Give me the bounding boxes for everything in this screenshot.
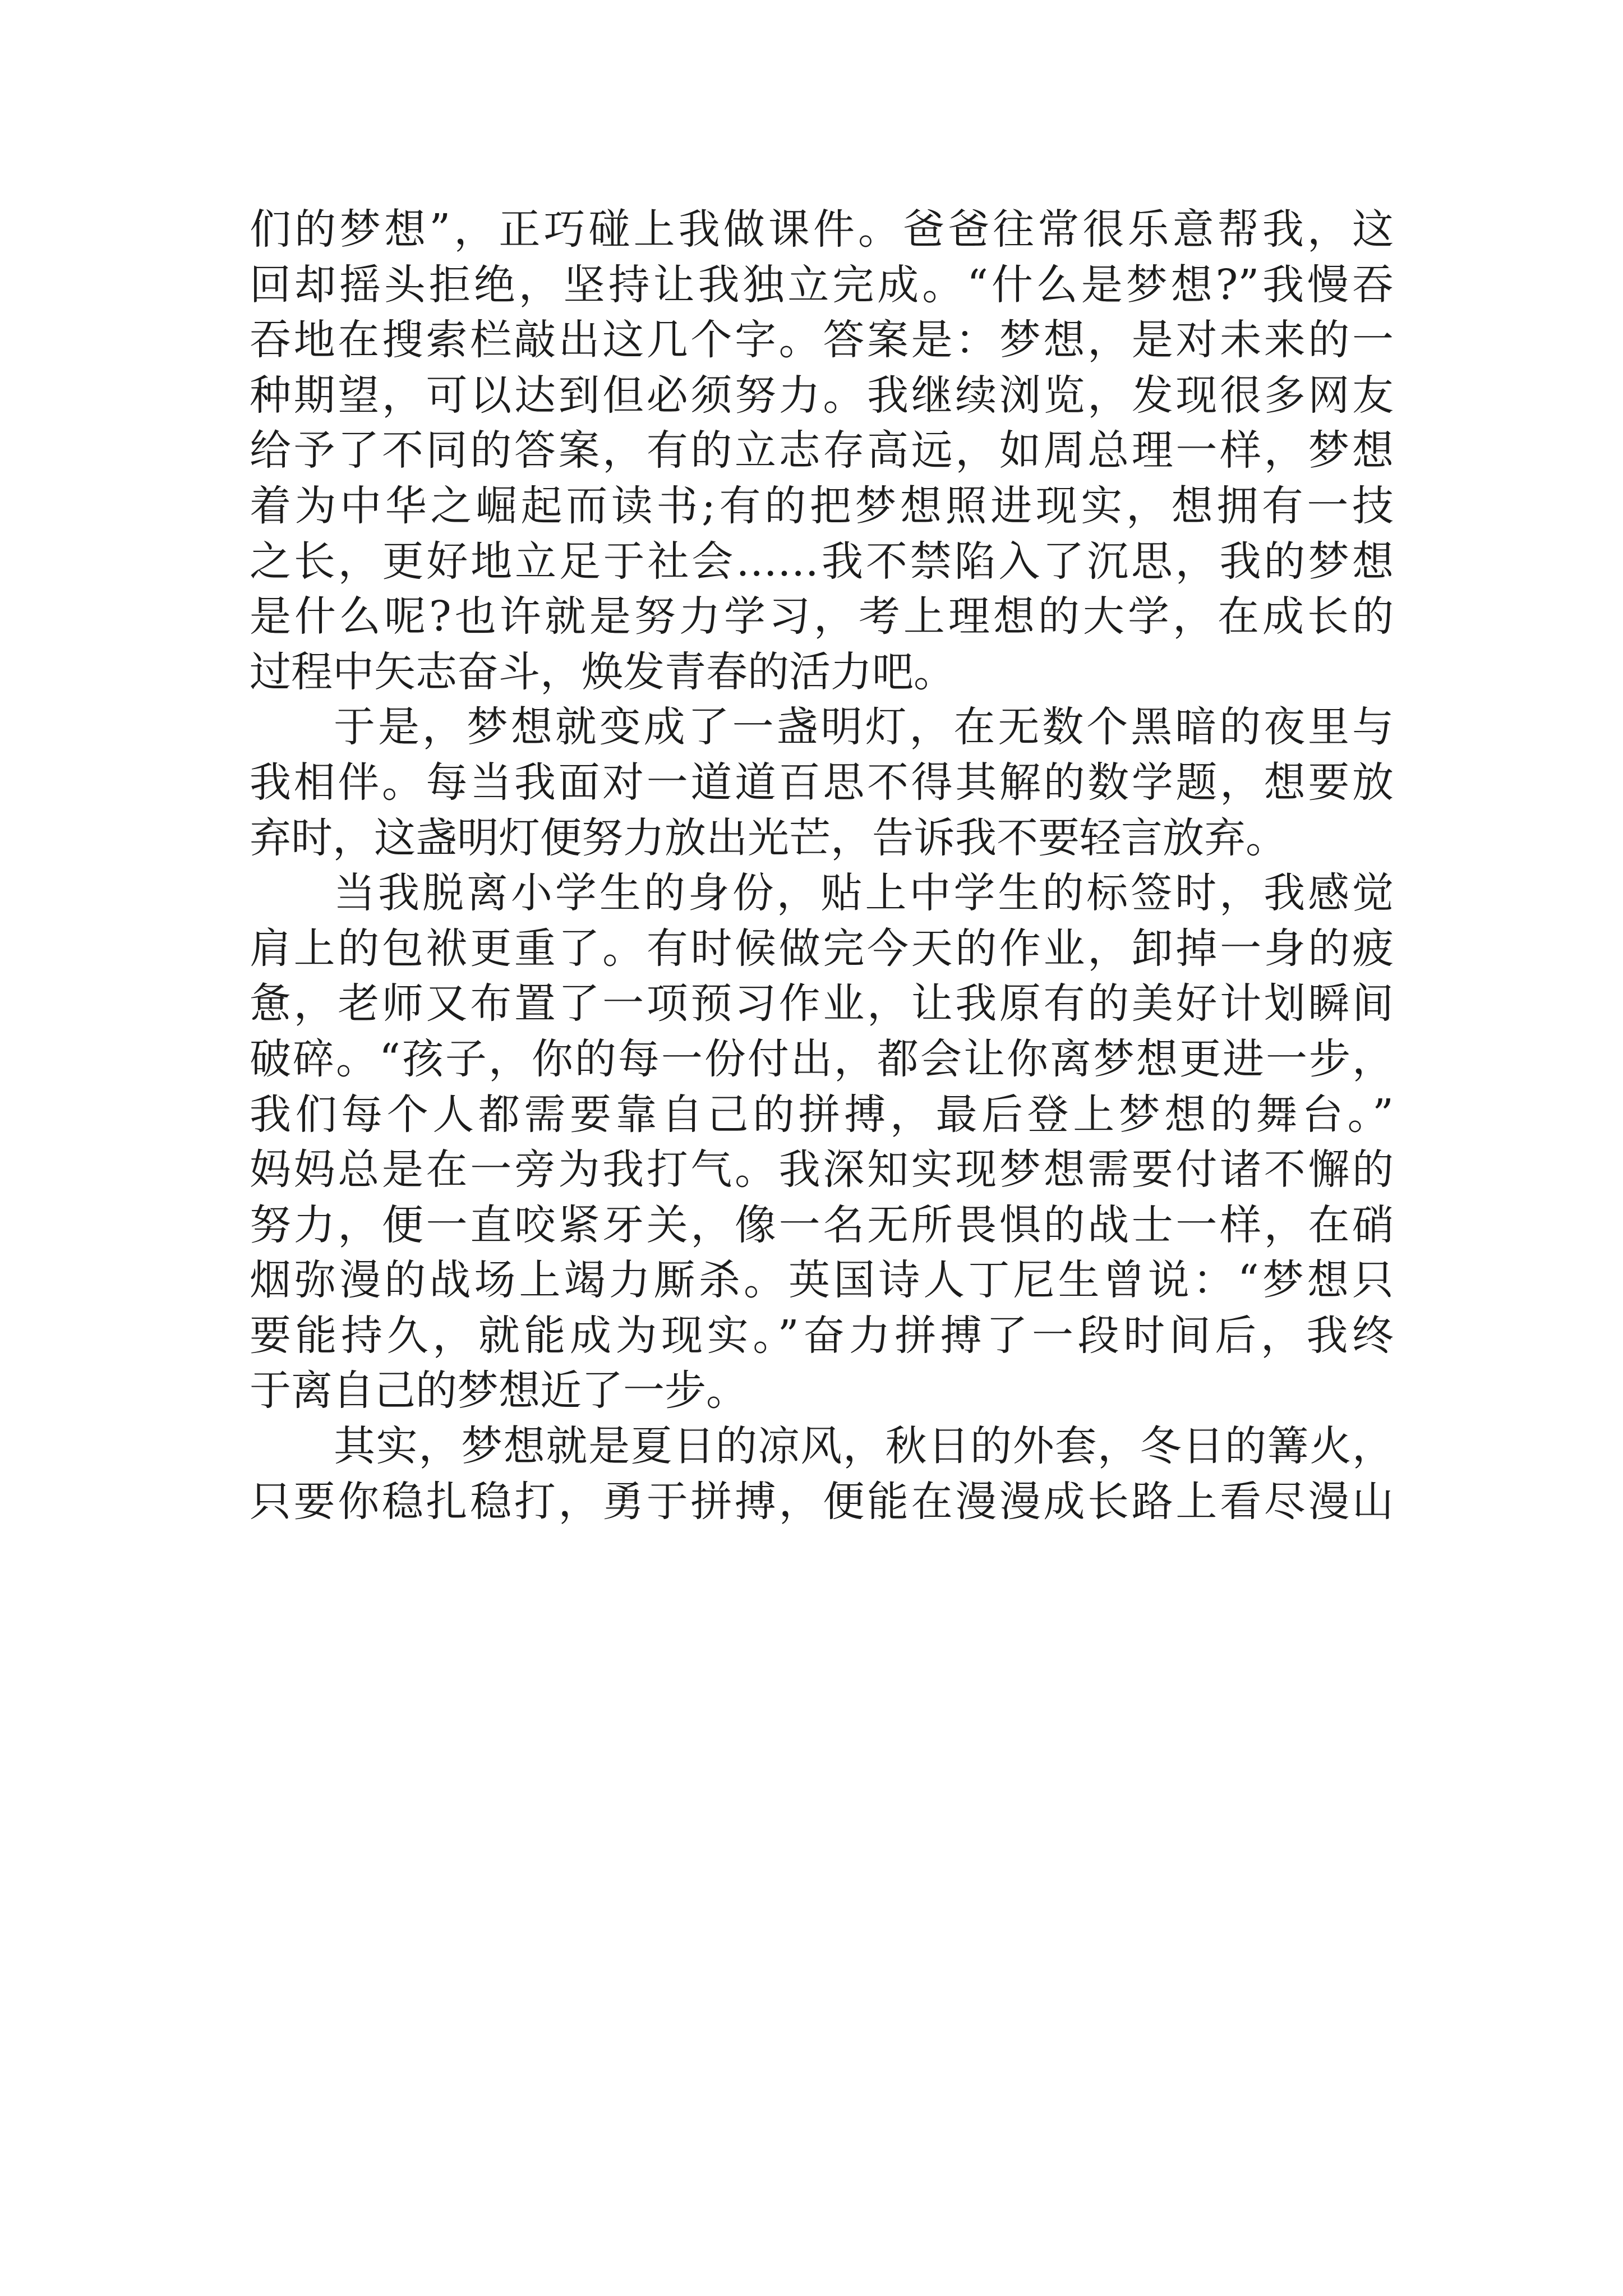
text-line: 过程中矢志奋斗，焕发青春的活力吧。 [250,647,955,696]
text-line: 肩上的包袱更重了。有时候做完今天的作业，卸掉一身的疲 [250,924,1394,973]
text-line: 之长，更好地立足于社会……我不禁陷入了沉思，我的梦想 [250,537,1394,586]
text-line: 当我脱离小学生的身份，贴上中学生的标签时，我感觉 [334,869,1394,918]
text-line: 烟弥漫的战场上竭力厮杀。英国诗人丁尼生曾说：“梦想只 [250,1256,1394,1305]
text-line: 努力，便一直咬紧牙关，像一名无所畏惧的战士一样，在硝 [250,1200,1394,1249]
document-body-text [250,202,1394,1529]
text-line: 破碎。“孩子，你的每一份付出，都会让你离梦想更进一步， [250,1034,1394,1083]
text-line: 弃时，这盏明灯便努力放出光芒，告诉我不要轻言放弃。 [250,813,1287,862]
text-line: 于离自己的梦想近了一步。 [250,1366,748,1415]
text-line: 惫，老师又布置了一项预习作业，让我原有的美好计划瞬间 [250,979,1394,1028]
text-line: 种期望，可以达到但必须努力。我继续浏览，发现很多网友 [250,371,1394,420]
text-line: 着为中华之崛起而读书;有的把梦想照进现实，想拥有一技 [250,481,1394,530]
text-line: 我们每个人都需要靠自己的拼搏，最后登上梦想的舞台。” [250,1090,1394,1139]
text-line: 回却摇头拒绝，坚持让我独立完成。“什么是梦想?”我慢吞 [250,260,1394,309]
text-line: 们的梦想”，正巧碰上我做课件。爸爸往常很乐意帮我，这 [250,205,1394,254]
text-line: 其实，梦想就是夏日的凉风，秋日的外套，冬日的篝火， [334,1422,1394,1471]
text-line: 给予了不同的答案，有的立志存高远，如周总理一样，梦想 [250,426,1394,475]
text-line: 是什么呢?也许就是努力学习，考上理想的大学，在成长的 [250,592,1394,641]
text-line: 只要你稳扎稳打，勇于拼搏，便能在漫漫成长路上看尽漫山 [250,1477,1394,1526]
text-line: 我相伴。每当我面对一道道百思不得其解的数学题，想要放 [250,758,1394,807]
text-line: 于是，梦想就变成了一盏明灯，在无数个黑暗的夜里与 [334,703,1394,752]
text-line: 妈妈总是在一旁为我打气。我深知实现梦想需要付诸不懈的 [250,1145,1394,1194]
text-line: 要能持久，就能成为现实。”奋力拼搏了一段时间后，我终 [250,1311,1394,1360]
text-line: 吞地在搜索栏敲出这几个字。答案是：梦想，是对未来的一 [250,316,1394,365]
